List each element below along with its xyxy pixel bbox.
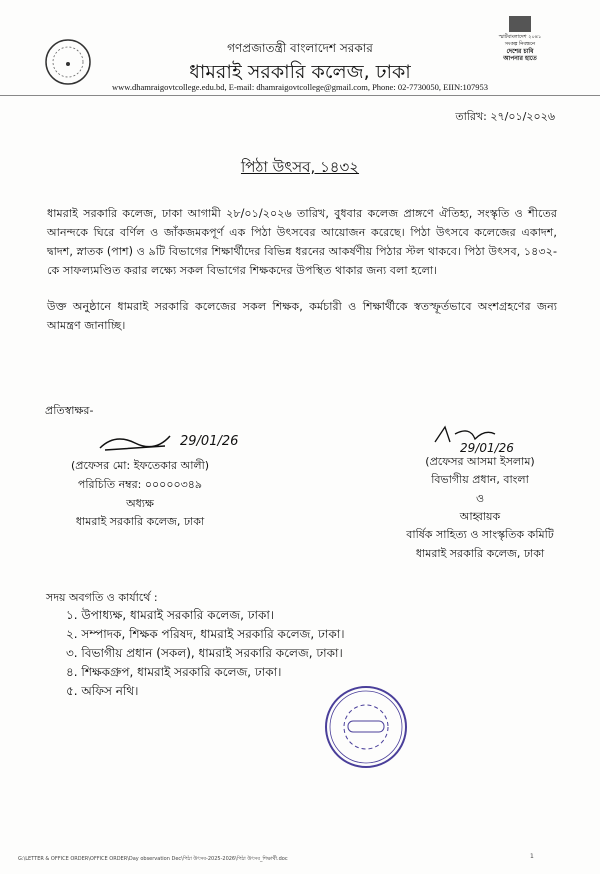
signature-left	[95, 428, 175, 458]
committee-name: বার্ষিক সাহিত্য ও সাংস্কৃতিক কমিটি	[406, 528, 554, 541]
countersign-label: প্রতিস্বাক্ষর-	[45, 404, 94, 417]
college-name: ধামরাই সরকারি কলেজ, ঢাকা	[189, 61, 411, 83]
signatory-name: (প্রফেসর মো: ইফতেকার আলী)	[70, 459, 210, 472]
college-seal-stamp	[322, 683, 410, 771]
distribution-item: ৪. শিক্ষকগ্রুপ, ধামরাই সরকারি কলেজ, ঢাকা।	[66, 665, 282, 679]
header-divider	[0, 95, 600, 96]
conjunction: ও	[475, 492, 485, 505]
signatory-name: (প্রফেসর আসমা ইসলাম)	[425, 455, 535, 468]
body-paragraph: উক্ত অনুষ্ঠানে ধামরাই সরকারি কলেজের সকল শিক্ষক, কর্মচারী ও শিক্ষার্থীকে স্বতস্ফূর্তভাবে অংশগ্রহণের জন্য আমন্ত্রণ জানাচ্ছি।	[47, 300, 557, 332]
issue-date: তারিখ: ২৭/০১/২০২৬	[455, 110, 555, 123]
body-paragraph: ধামরাই সরকারি কলেজ, ঢাকা আগামী ২৮/০১/২০২৬ তারিখ, বুধবার কলেজ প্রাঙ্গণে ঐতিহ্য, সংস্কৃতি ও শীতের আনন্দকে ঘিরে বর্ণিল ও জাঁকজমকপূর্ণ এক পিঠা উৎসবের আয়োজন করেছে। পিঠা উৎসবে কলেজের একাদশ, দ্বাদশ, স্নাতক (পাশ) ও ৯টি বিভাগের শিক্ষার্থীদের বিভিন্ন ধরনের আকর্ষণীয় পিঠার স্টল থাকবে। পিঠা উৎসব, ১৪৩২-কে সাফল্যমণ্ডিত করার লক্ষ্যে সকল বিভাগের শিক্ষকদের উপস্থিত থাকার জন্য বলা হলো।	[47, 207, 557, 277]
distribution-item: ২. সম্পাদক, শিক্ষক পরিষদ, ধামরাই সরকারি কলেজ, ঢাকা।	[66, 627, 345, 641]
signatory-role: বিভাগীয় প্রধান, বাংলা	[431, 473, 529, 486]
signatory-role: অধ্যক্ষ	[126, 497, 154, 510]
contact-info: www.dhamraigovtcollege.edu.bd, E-mail: dhamraigovtcollege@gmail.com, Phone: 02-7730050, EIIN:107953	[112, 82, 488, 92]
signatory-role2: আহ্বায়ক	[459, 510, 501, 523]
sign-date: 29/01/26	[180, 434, 239, 449]
footer-file-path: G:\LETTER & OFFICE ORDER\OFFICE ORDER\Day observation Dec\পিঠা উৎসব-2025-2026\পিঠা উৎসব_শিক্ষার্থী.doc	[18, 856, 288, 862]
signatory-id: পরিচিতি নম্বর: ০০০০০৩৪৯	[77, 478, 203, 491]
government-name: গণপ্রজাতন্ত্রী বাংলাদেশ সরকার	[227, 41, 373, 55]
sign-date: 29/01/26	[460, 441, 514, 455]
signatory-org: ধামরাই সরকারি কলেজ, ঢাকা	[75, 515, 205, 528]
distribution-item: ৩. বিভাগীয় প্রধান (সকল), ধামরাই সরকারি কলেজ, ঢাকা।	[66, 646, 343, 660]
notice-title: পিঠা উৎসব, ১৪৩২	[240, 158, 360, 176]
signatory-org: ধামরাই সরকারি কলেজ, ঢাকা	[415, 547, 545, 560]
distribution-item: ১. উপাধ্যক্ষ, ধামরাই সরকারি কলেজ, ঢাকা।	[66, 608, 275, 622]
page-number: 1	[530, 853, 534, 860]
college-logo	[44, 38, 92, 86]
distribution-heading: সদয় অবগতি ও কার্যার্থে :	[46, 591, 158, 604]
smart-bangladesh-logo: স্মার্টবাংলাদেশ ২০৪১ সংকল্প নিবন্ধনে দেশের চাবি আপনার হাতে	[495, 8, 545, 62]
distribution-item: ৫. অফিস নথি।	[66, 684, 139, 698]
